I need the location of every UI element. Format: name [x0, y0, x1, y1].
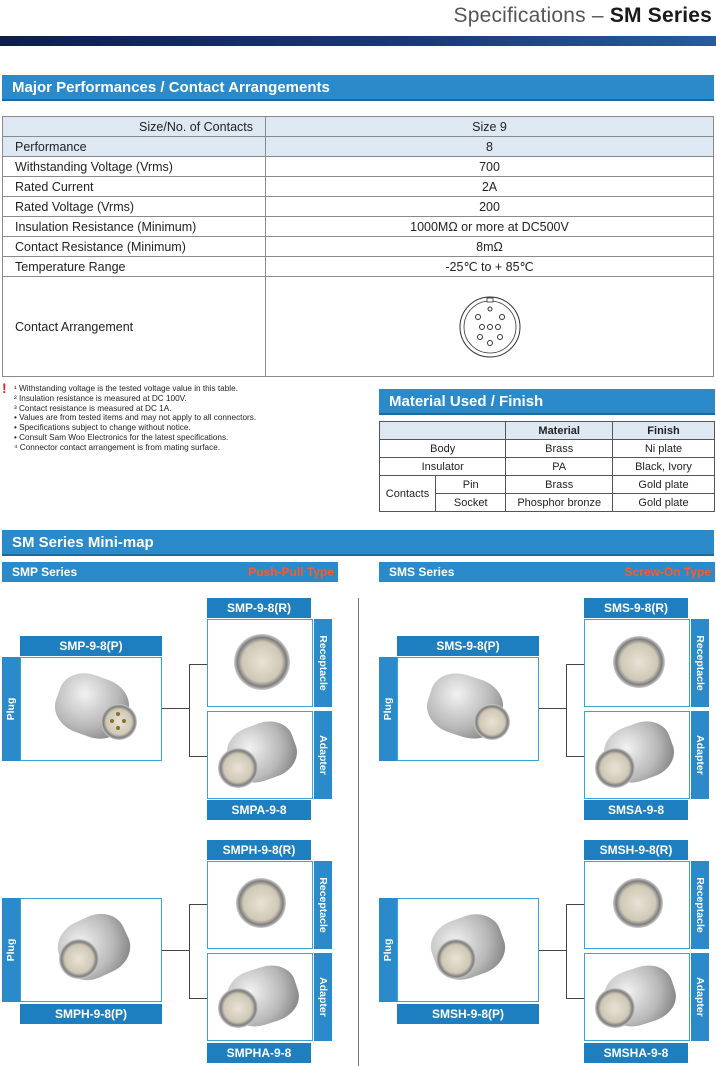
plug-tab: Plug [2, 898, 20, 1002]
connector-line [189, 904, 190, 998]
footnote: ³ Contact resistance is measured at DC 1A. [14, 403, 172, 413]
finish-col-header: Finish [613, 422, 715, 440]
finish-value: Gold plate [613, 476, 715, 494]
part-name: Socket [436, 494, 506, 512]
product-label: SMS-9-8(R) [584, 598, 688, 618]
adapter-tab: Adapter [691, 711, 709, 799]
series-name: SMS Series [389, 565, 455, 579]
header-size-cell: Size/No. of Contacts [3, 117, 266, 137]
plug-tab: Plug [379, 898, 397, 1002]
product-label: SMPH-9-8(P) [20, 1004, 162, 1024]
connector-line [189, 904, 207, 905]
row-value: 700 [266, 157, 714, 177]
receptacle-image [207, 861, 313, 949]
footnote: ¹ Withstanding voltage is the tested voltage value in this table. [14, 384, 238, 393]
row-label: Withstanding Voltage (Vrms) [3, 157, 266, 177]
connector-line [566, 904, 584, 905]
arrangement-cell [266, 277, 714, 377]
receptacle-tab: Receptacle [314, 619, 332, 707]
finish-value: Ni plate [613, 440, 715, 458]
connector-line [189, 998, 207, 999]
connector-line [189, 664, 190, 756]
plug-image [20, 657, 162, 761]
adapter-tab: Adapter [314, 711, 332, 799]
product-label: SMSA-9-8 [584, 800, 688, 820]
series-name: SMP Series [12, 565, 78, 579]
finish-value: Gold plate [613, 494, 715, 512]
adapter-tab: Adapter [314, 953, 332, 1041]
row-value: -25℃ to + 85℃ [266, 257, 714, 277]
footnote: • Values are from tested items and may not apply to all connectors. [14, 413, 257, 423]
product-label: SMP-9-8(P) [20, 636, 162, 656]
row-label: Contact Resistance (Minimum) [3, 237, 266, 257]
adapter-tab: Adapter [691, 953, 709, 1041]
product-label: SMPA-9-8 [207, 800, 311, 820]
row-value: 2A [266, 177, 714, 197]
receptacle-tab: Receptacle [691, 861, 709, 949]
footnote: ⁴ Connector contact arrangement is from mating surface. [14, 442, 221, 452]
material-corner [380, 422, 506, 440]
part-name: Insulator [380, 458, 506, 476]
row-label: Temperature Range [3, 257, 266, 277]
material-table [379, 421, 715, 512]
material-col-header: Material [506, 422, 613, 440]
row-label: Insulation Resistance (Minimum) [3, 217, 266, 237]
performance-heading: Major Performances / Contact Arrangements [2, 75, 714, 101]
plug-image [397, 898, 539, 1002]
material-value: PA [506, 458, 613, 476]
sms-series-bar [379, 562, 715, 582]
performance-table [2, 116, 714, 377]
product-label: SMPH-9-8(R) [207, 840, 311, 860]
material-value: Brass [506, 440, 613, 458]
product-label: SMSH-9-8(P) [397, 1004, 539, 1024]
product-label: SMSH-9-8(R) [584, 840, 688, 860]
row-value: 8mΩ [266, 237, 714, 257]
part-name: Pin [436, 476, 506, 494]
footnote: • Consult Sam Woo Electronics for the latest specifications. [14, 432, 229, 442]
plug-image [20, 898, 162, 1002]
connector-line [539, 950, 567, 951]
row-value: 1000MΩ or more at DC500V [266, 217, 714, 237]
minimap-heading: SM Series Mini-map [2, 530, 714, 556]
part-name: Body [380, 440, 506, 458]
connector-line [162, 708, 190, 709]
header-performance-cell: Performance [3, 137, 266, 157]
material-value: Brass [506, 476, 613, 494]
footnote: ² Insulation resistance is measured at DC 100V. [14, 393, 187, 403]
connector-line [189, 756, 207, 757]
material-heading: Material Used / Finish [379, 389, 715, 415]
connector-line [566, 904, 567, 998]
smp-series-bar [2, 562, 338, 582]
adapter-image [584, 711, 690, 799]
product-label: SMSHA-9-8 [584, 1043, 688, 1063]
connector-line [566, 664, 567, 756]
receptacle-image [207, 619, 313, 707]
receptacle-image [584, 619, 690, 707]
adapter-image [584, 953, 690, 1041]
connector-line [566, 664, 584, 665]
connector-line [162, 950, 190, 951]
connector-line [539, 708, 567, 709]
plug-tab: Plug [2, 657, 20, 761]
series-type: Push-Pull Type [248, 565, 334, 579]
finish-value: Black, Ivory [613, 458, 715, 476]
row-label: Rated Current [3, 177, 266, 197]
contacts-value: 8 [266, 137, 714, 157]
row-label: Rated Voltage (Vrms) [3, 197, 266, 217]
adapter-image [207, 953, 313, 1041]
page-title: Specifications – SM Series [453, 4, 712, 27]
product-label: SMP-9-8(R) [207, 598, 311, 618]
product-label: SMPHA-9-8 [207, 1043, 311, 1063]
connector-line [189, 664, 207, 665]
connector-line [566, 756, 584, 757]
arrangement-label: Contact Arrangement [3, 277, 266, 377]
material-value: Phosphor bronze [506, 494, 613, 512]
footnotes [2, 380, 302, 453]
adapter-image [207, 711, 313, 799]
row-value: 200 [266, 197, 714, 217]
connector-line [566, 998, 584, 999]
receptacle-tab: Receptacle [314, 861, 332, 949]
size-value: Size 9 [266, 117, 714, 137]
contact-arrangement-diagram [458, 295, 522, 359]
receptacle-image [584, 861, 690, 949]
product-label: SMS-9-8(P) [397, 636, 539, 656]
series-type: Screw-On Type [624, 565, 711, 579]
contacts-label: Contacts [380, 476, 436, 512]
warning-icon: ! [2, 380, 7, 396]
column-divider [358, 598, 359, 1066]
footnote: • Specifications subject to change without notice. [14, 423, 191, 433]
plug-image [397, 657, 539, 761]
plug-tab: Plug [379, 657, 397, 761]
header-bar [0, 36, 716, 46]
receptacle-tab: Receptacle [691, 619, 709, 707]
